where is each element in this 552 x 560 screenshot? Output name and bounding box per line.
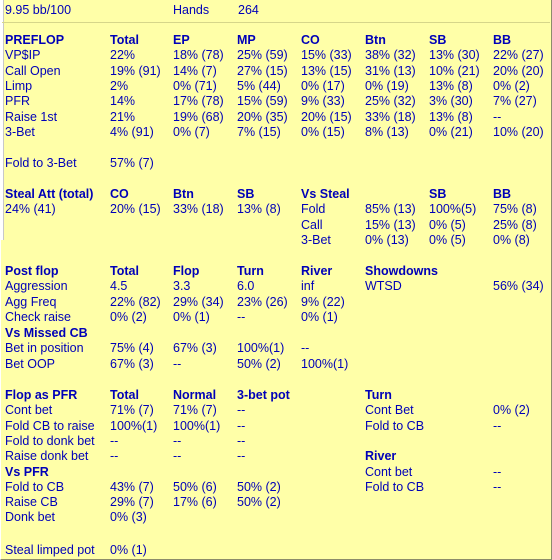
preflop-col-header: SB xyxy=(429,33,447,47)
flop-pfr-cell: 100%(1) xyxy=(173,418,221,433)
postflop-col-header: Total xyxy=(110,264,139,278)
preflop-cell: 38% (32) xyxy=(365,48,416,63)
wtsd-value: 56% (34) xyxy=(493,279,544,294)
postflop-cell: 3.3 xyxy=(173,279,191,294)
steal-total: 24% (41) xyxy=(5,202,56,217)
turn-row-label: Cont Bet xyxy=(365,403,414,418)
preflop-cell: 14% xyxy=(110,94,136,109)
preflop-row-label: Call Open xyxy=(5,63,61,78)
postflop-col-header: Turn xyxy=(237,264,264,278)
flop-as-pfr-title: Flop as PFR xyxy=(5,388,78,402)
flop-pfr-row-label: Cont bet xyxy=(5,403,53,418)
preflop-cell: 27% (15) xyxy=(237,63,288,78)
preflop-col-header: CO xyxy=(301,33,320,47)
preflop-cell: 2% xyxy=(110,78,129,93)
vs-pfr-title: Vs PFR xyxy=(5,464,49,479)
preflop-cell: 22% xyxy=(110,48,136,63)
vs-steal-cell: 15% (13) xyxy=(365,217,416,232)
steal-col-header: Btn xyxy=(173,187,194,201)
preflop-cell: 7% (27) xyxy=(493,94,537,109)
steal-limped-pot-value: 0% (1) xyxy=(110,543,147,557)
flop-pfr-col-header: Total xyxy=(110,388,139,402)
vs-steal-row-label: 3-Bet xyxy=(301,232,331,247)
header-separator xyxy=(2,22,550,23)
fold-to-3bet-value: 57% (7) xyxy=(110,156,154,170)
turn-row-value: 0% (2) xyxy=(493,403,530,418)
postflop-cell: 29% (34) xyxy=(173,294,224,309)
preflop-cell: 0% (15) xyxy=(301,124,345,139)
postflop-cell: -- xyxy=(237,309,246,324)
vs-pfr-cell: 0% (3) xyxy=(110,510,147,525)
preflop-row-label: PFR xyxy=(5,94,30,109)
preflop-col-header: Btn xyxy=(365,33,386,47)
river-row-label: Cont bet xyxy=(365,464,413,479)
preflop-cell: 3% (30) xyxy=(429,94,473,109)
vs-pfr-cell: 29% (7) xyxy=(110,495,154,510)
vs-steal-title: Vs Steal xyxy=(301,187,350,201)
turn-title: Turn xyxy=(365,388,392,402)
flop-pfr-row-label: Raise donk bet xyxy=(5,449,89,464)
flop-pfr-cell: -- xyxy=(237,449,246,464)
postflop-cell: 0% (1) xyxy=(173,309,210,324)
vs-steal-row-label: Fold xyxy=(301,202,326,217)
preflop-cell: 0% (21) xyxy=(429,124,473,139)
missed-cb-cell: 100%(1) xyxy=(301,356,349,371)
flop-pfr-cell: -- xyxy=(237,433,246,448)
panel-left-edge xyxy=(0,0,4,240)
flop-pfr-cell: -- xyxy=(173,433,182,448)
postflop-cell: 23% (26) xyxy=(237,294,288,309)
postflop-row-label: Aggression xyxy=(5,279,68,294)
vs-steal-cell: 0% (5) xyxy=(429,232,466,247)
steal-value: 13% (8) xyxy=(237,202,281,217)
preflop-cell: 0% (71) xyxy=(173,78,217,93)
vs-pfr-row-label: Fold to CB xyxy=(5,479,65,494)
showdowns-title: Showdowns xyxy=(365,264,438,278)
flop-pfr-cell: -- xyxy=(110,449,119,464)
vs-pfr-cell: 50% (2) xyxy=(237,495,281,510)
preflop-row-label: 3-Bet xyxy=(5,124,35,139)
preflop-cell: 20% (20) xyxy=(493,63,544,78)
hands-label: Hands xyxy=(173,3,210,17)
steal-value: 20% (15) xyxy=(110,202,161,217)
vs-steal-cell: 25% (8) xyxy=(493,217,537,232)
missed-cb-cell: -- xyxy=(301,341,310,356)
preflop-cell: 20% (15) xyxy=(301,109,352,124)
river-row-label: Fold to CB xyxy=(365,479,425,494)
preflop-col-header: MP xyxy=(237,33,256,47)
postflop-cell: 22% (82) xyxy=(110,294,161,309)
preflop-cell: 10% (20) xyxy=(493,124,544,139)
postflop-cell: inf xyxy=(301,279,315,294)
preflop-cell: 19% (91) xyxy=(110,63,161,78)
missed-cb-cell: 67% (3) xyxy=(110,356,154,371)
preflop-cell: 31% (13) xyxy=(365,63,416,78)
preflop-cell: 4% (91) xyxy=(110,124,154,139)
postflop-row-label: Check raise xyxy=(5,309,71,324)
vs-steal-cell: 100%(5) xyxy=(429,202,477,217)
preflop-cell: 13% (8) xyxy=(429,78,473,93)
preflop-row-label: Limp xyxy=(5,78,33,93)
turn-row-label: Fold to CB xyxy=(365,418,425,433)
steal-value: 33% (18) xyxy=(173,202,224,217)
river-title: River xyxy=(365,449,397,464)
flop-pfr-cell: -- xyxy=(237,403,246,418)
preflop-title: PREFLOP xyxy=(5,33,65,47)
vs-steal-row-label: Call xyxy=(301,217,323,232)
preflop-cell: 0% (7) xyxy=(173,124,210,139)
missed-cb-row-label: Bet in position xyxy=(5,341,84,356)
postflop-cell: 4.5 xyxy=(110,279,128,294)
preflop-cell: 25% (59) xyxy=(237,48,288,63)
preflop-cell: 0% (17) xyxy=(301,78,345,93)
preflop-cell: 33% (18) xyxy=(365,109,416,124)
missed-cb-cell: 50% (2) xyxy=(237,356,281,371)
vs-pfr-cell: 17% (6) xyxy=(173,495,217,510)
flop-pfr-cell: -- xyxy=(237,418,246,433)
hands-value: 264 xyxy=(238,3,259,17)
postflop-cell: 6.0 xyxy=(237,279,255,294)
flop-pfr-col-header: 3-bet pot xyxy=(237,388,290,402)
flop-pfr-cell: 71% (7) xyxy=(110,403,154,418)
preflop-row-label: VP$IP xyxy=(5,48,41,63)
flop-pfr-cell: 100%(1) xyxy=(110,418,158,433)
vs-steal-cell: 75% (8) xyxy=(493,202,537,217)
preflop-cell: 17% (78) xyxy=(173,94,224,109)
vs-pfr-cell: 50% (6) xyxy=(173,479,217,494)
preflop-cell: 13% (8) xyxy=(429,109,473,124)
turn-row-value: -- xyxy=(493,418,502,433)
preflop-cell: 5% (44) xyxy=(237,78,281,93)
preflop-cell: 13% (30) xyxy=(429,48,480,63)
steal-col-header: CO xyxy=(110,187,129,201)
preflop-cell: 9% (33) xyxy=(301,94,345,109)
vs-steal-cell: 0% (5) xyxy=(429,217,466,232)
postflop-cell: 0% (1) xyxy=(301,309,338,324)
preflop-cell: -- xyxy=(493,109,502,124)
preflop-cell: 13% (15) xyxy=(301,63,352,78)
flop-pfr-row-label: Fold to donk bet xyxy=(5,433,95,448)
preflop-col-header: BB xyxy=(493,33,512,47)
preflop-cell: 18% (78) xyxy=(173,48,224,63)
preflop-cell: 7% (15) xyxy=(237,124,281,139)
vs-steal-col-header: SB xyxy=(429,187,447,201)
river-row-value: -- xyxy=(493,479,502,494)
postflop-cell: 0% (2) xyxy=(110,309,147,324)
missed-cb-row-label: Bet OOP xyxy=(5,356,56,371)
vs-steal-cell: 0% (13) xyxy=(365,232,409,247)
preflop-cell: 8% (13) xyxy=(365,124,409,139)
steal-limped-pot-label: Steal limped pot xyxy=(5,543,95,557)
preflop-cell: 22% (27) xyxy=(493,48,544,63)
preflop-col-header: Total xyxy=(110,33,139,47)
vs-pfr-cell: 50% (2) xyxy=(237,479,281,494)
river-row-value: -- xyxy=(493,464,502,479)
preflop-cell: 15% (33) xyxy=(301,48,352,63)
vs-steal-cell: 0% (8) xyxy=(493,232,530,247)
postflop-col-header: Flop xyxy=(173,264,200,278)
postflop-row-label: Agg Freq xyxy=(5,294,57,309)
wtsd-label: WTSD xyxy=(365,279,402,294)
vs-pfr-row-label: Raise CB xyxy=(5,495,58,510)
missed-cb-cell: 100%(1) xyxy=(237,341,285,356)
flop-pfr-cell: -- xyxy=(110,433,119,448)
steal-col-header: SB xyxy=(237,187,255,201)
postflop-cell: 9% (22) xyxy=(301,294,345,309)
preflop-cell: 21% xyxy=(110,109,136,124)
preflop-col-header: EP xyxy=(173,33,190,47)
preflop-cell: 14% (7) xyxy=(173,63,217,78)
preflop-cell: 0% (2) xyxy=(493,78,530,93)
vs-steal-cell: 85% (13) xyxy=(365,202,416,217)
vs-steal-col-header: BB xyxy=(493,187,512,201)
preflop-cell: 0% (19) xyxy=(365,78,409,93)
fold-to-3bet-label: Fold to 3-Bet xyxy=(5,156,77,170)
preflop-cell: 25% (32) xyxy=(365,94,416,109)
postflop-col-header: River xyxy=(301,264,333,278)
flop-pfr-cell: -- xyxy=(173,449,182,464)
vs-pfr-cell: 43% (7) xyxy=(110,479,154,494)
preflop-cell: 10% (21) xyxy=(429,63,480,78)
vs-missed-cb-title: Vs Missed CB xyxy=(5,326,88,340)
vs-pfr-row-label: Donk bet xyxy=(5,510,56,525)
postflop-title: Post flop xyxy=(5,264,59,278)
flop-pfr-row-label: Fold CB to raise xyxy=(5,418,95,433)
preflop-row-label: Raise 1st xyxy=(5,109,58,124)
preflop-cell: 19% (68) xyxy=(173,109,224,124)
missed-cb-cell: 67% (3) xyxy=(173,341,217,356)
steal-title: Steal Att (total) xyxy=(5,187,94,201)
flop-pfr-cell: 71% (7) xyxy=(173,403,217,418)
preflop-cell: 15% (59) xyxy=(237,94,288,109)
preflop-cell: 20% (35) xyxy=(237,109,288,124)
flop-pfr-col-header: Normal xyxy=(173,388,217,402)
missed-cb-cell: -- xyxy=(173,356,182,371)
bb-per-100: 9.95 bb/100 xyxy=(5,3,72,17)
missed-cb-cell: 75% (4) xyxy=(110,341,154,356)
